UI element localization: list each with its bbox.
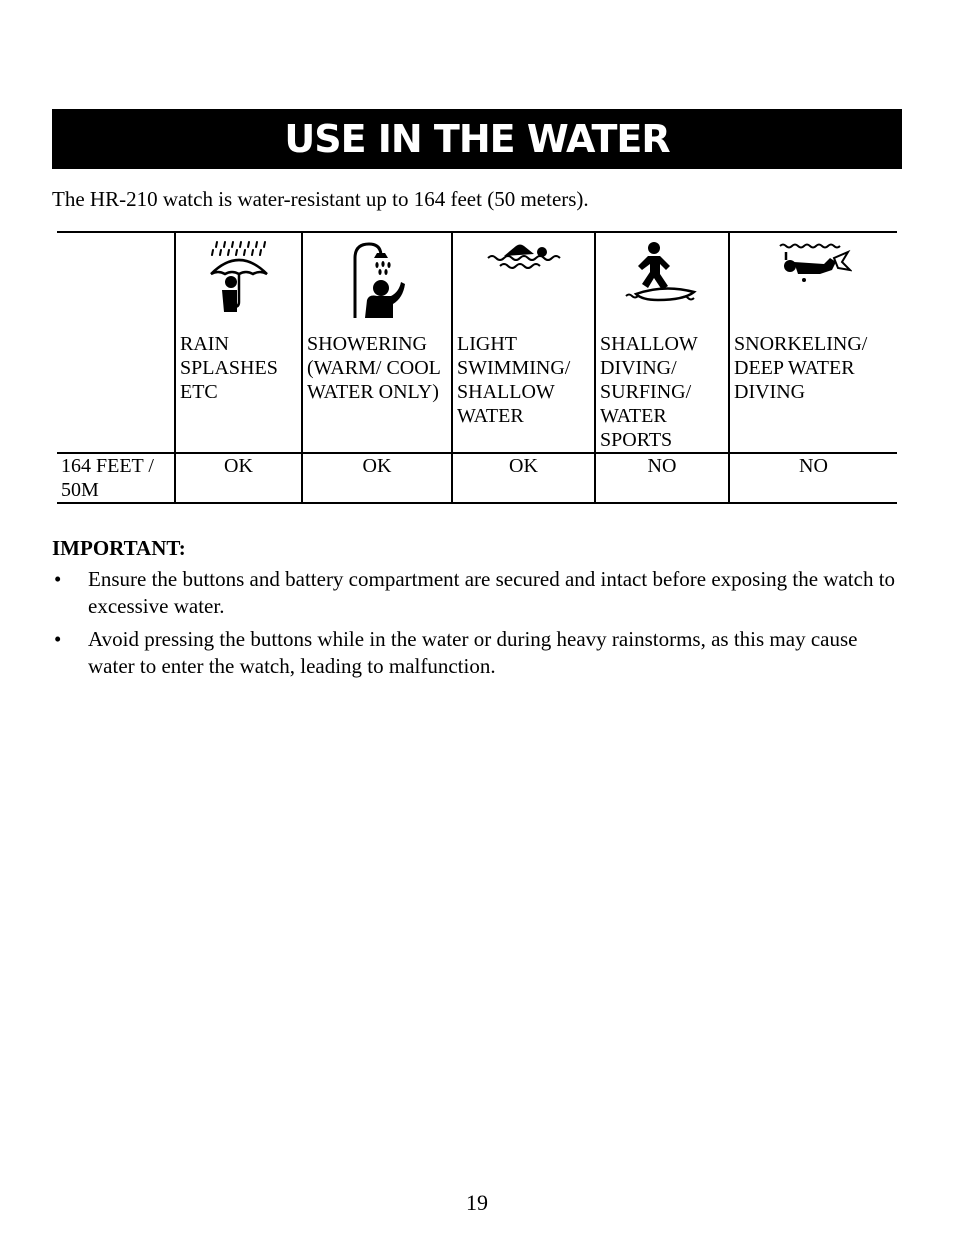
water-resistance-table bbox=[57, 231, 897, 504]
bullet: • bbox=[54, 627, 62, 651]
column-light-swimming bbox=[452, 232, 595, 453]
shower-icon bbox=[347, 240, 407, 320]
table-row bbox=[57, 453, 897, 503]
list-item-text: Avoid pressing the buttons while in the water or during heavy rainstorms, as this may cause water to enter the watch, leading to malfunction. bbox=[88, 627, 858, 678]
column-snorkeling bbox=[729, 232, 897, 453]
rain-umbrella-icon bbox=[207, 240, 271, 312]
important-heading: IMPORTANT: bbox=[52, 536, 186, 560]
intro-text: The HR-210 watch is water-resistant up to 164 feet (50 meters). bbox=[52, 187, 589, 211]
bullet: • bbox=[54, 567, 62, 591]
column-label: SNORKELING/ DEEP WATER DIVING bbox=[734, 333, 868, 403]
row-depth-label: 164 FEET / 50M bbox=[57, 453, 175, 503]
column-showering bbox=[302, 232, 452, 453]
column-label: RAIN SPLASHES ETC bbox=[180, 333, 278, 403]
page-number: 19 bbox=[466, 1190, 488, 1215]
section-title: USE IN THE WATER bbox=[284, 117, 670, 161]
table-corner-cell bbox=[57, 232, 175, 453]
surfer-icon bbox=[624, 240, 700, 306]
swimmer-icon bbox=[486, 240, 562, 272]
column-label: SHALLOW DIVING/ SURFING/ WATER SPORTS bbox=[600, 333, 698, 451]
list-item-text: Ensure the buttons and battery compartment are secured and intact before exposing the watch to excessive water. bbox=[88, 567, 896, 618]
value-cell: OK bbox=[302, 453, 452, 503]
list-item bbox=[52, 626, 902, 680]
list-item bbox=[52, 566, 902, 620]
value-cell: NO bbox=[729, 453, 897, 503]
column-shallow-diving bbox=[595, 232, 729, 453]
important-list bbox=[52, 566, 902, 686]
value-cell: NO bbox=[595, 453, 729, 503]
diver-icon bbox=[776, 240, 852, 284]
section-title-bar bbox=[52, 109, 902, 169]
value-cell: OK bbox=[175, 453, 302, 503]
column-rain bbox=[175, 232, 302, 453]
table-header-row bbox=[57, 232, 897, 453]
column-label: SHOWERING (WARM/ COOL WATER ONLY) bbox=[307, 333, 441, 403]
value-cell: OK bbox=[452, 453, 595, 503]
column-label: LIGHT SWIMMING/ SHALLOW WATER bbox=[457, 333, 571, 427]
